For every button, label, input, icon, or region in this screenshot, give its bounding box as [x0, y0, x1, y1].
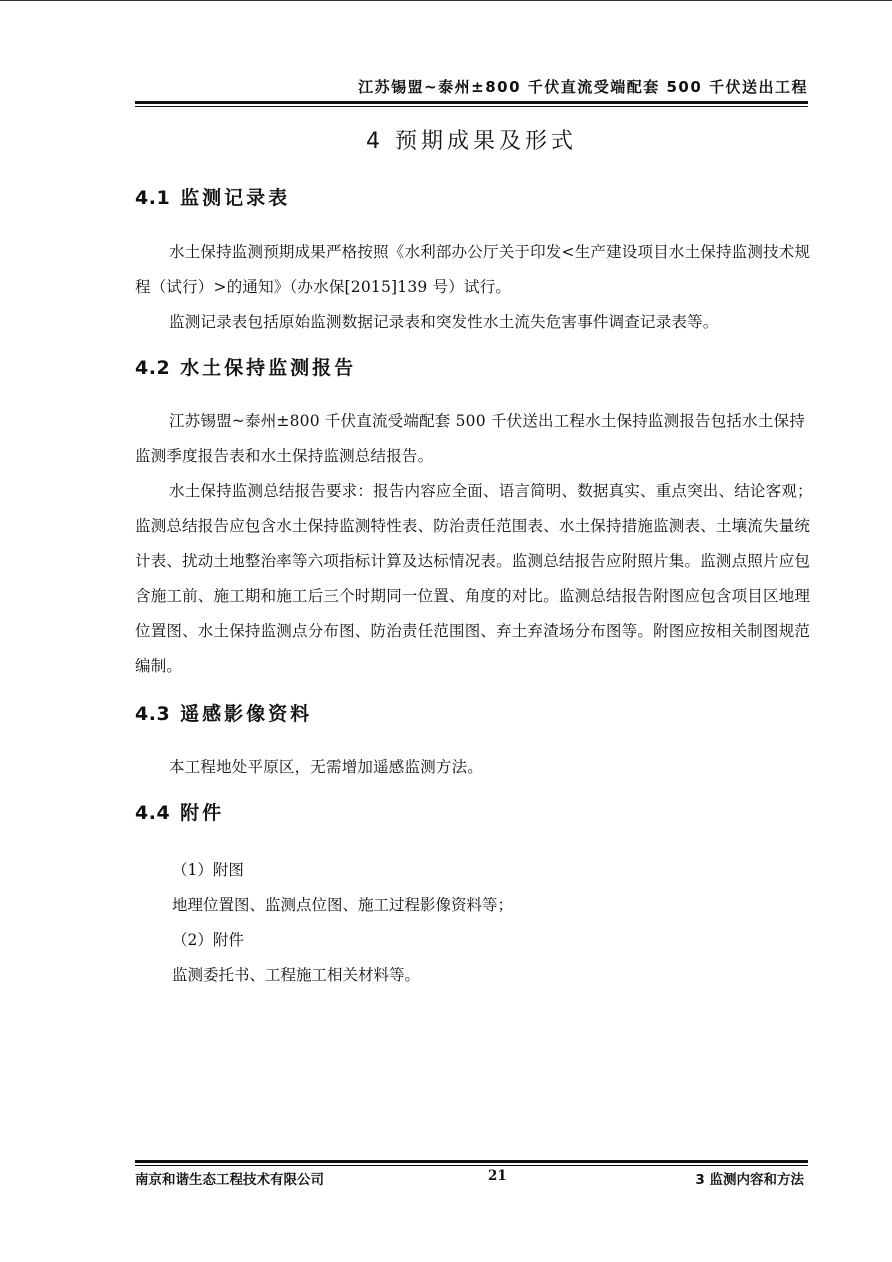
section-heading-4-3 [135, 699, 312, 726]
paragraph: 监测记录表包括原始监测数据记录表和突发性水土流失危害事件调查记录表等。 [169, 313, 719, 331]
appendix-line: （2）附件 [172, 931, 244, 949]
footer-rule-thin [135, 1165, 808, 1166]
paragraph: 本工程地处平原区，无需增加遥感监测方法。 [169, 758, 484, 776]
section-number: 4.3 [135, 703, 171, 725]
section-title: 监测记录表 [180, 187, 291, 209]
header-rule-thin [135, 106, 808, 107]
section-title: 水土保持监测报告 [180, 357, 357, 379]
paragraph: 水土保持监测总结报告要求：报告内容应全面、语言简明、数据真实、重点突出、结论客观；监测总结报告应包含水土保持监测特性表、防治责任范围表、水土保持措施监测表、土壤流失量统计表、扰动土地整治率等六项指标计算及达标情况表。监测总结报告应附照片集。监测点照片应包含施工前、施工期和施工后三个时期同一位置、角度的对比。监测总结报告附图应包含项目区地理位置图、水土保持监测点分布图、防治责任范围图、弃土弃渣场分布图等。附图应按相关制图规范编制。 [135, 482, 813, 675]
section-number: 4.4 [135, 802, 171, 824]
page-number: 21 [488, 1168, 507, 1184]
page-top-border [0, 0, 892, 1]
section-title: 附件 [180, 802, 225, 824]
footer-company: 南京和谐生态工程技术有限公司 [135, 1172, 324, 1188]
appendix-line: 地理位置图、监测点位图、施工过程影像资料等； [172, 896, 514, 914]
header-rule [135, 101, 808, 104]
section-number: 4.2 [135, 357, 171, 379]
paragraph: 水土保持监测预期成果严格按照《水利部办公厅关于印发<生产建设项目水土保持监测技术规程（试行）>的通知》（办水保[2015]139 号）试行。 [135, 243, 811, 296]
chapter-title: 4 预期成果及形式 [366, 129, 577, 154]
section-heading-4-4 [135, 798, 224, 825]
appendix-line: 监测委托书、工程施工相关材料等。 [172, 966, 421, 984]
section-heading-4-2 [135, 353, 356, 380]
section-heading-4-1 [135, 183, 290, 210]
section-title: 遥感影像资料 [180, 703, 313, 725]
running-header: 江苏锡盟~泰州±800 千伏直流受端配套 500 千伏送出工程 [358, 78, 808, 96]
section-number: 4.1 [135, 187, 171, 209]
footer-chapter-ref: 3 监测内容和方法 [695, 1172, 804, 1188]
appendix-line: （1）附图 [172, 861, 244, 879]
paragraph: 江苏锡盟~泰州±800 千伏直流受端配套 500 千伏送出工程水土保持监测报告包括水土保持监测季度报告表和水土保持监测总结报告。 [135, 412, 805, 465]
footer-rule [135, 1160, 808, 1163]
